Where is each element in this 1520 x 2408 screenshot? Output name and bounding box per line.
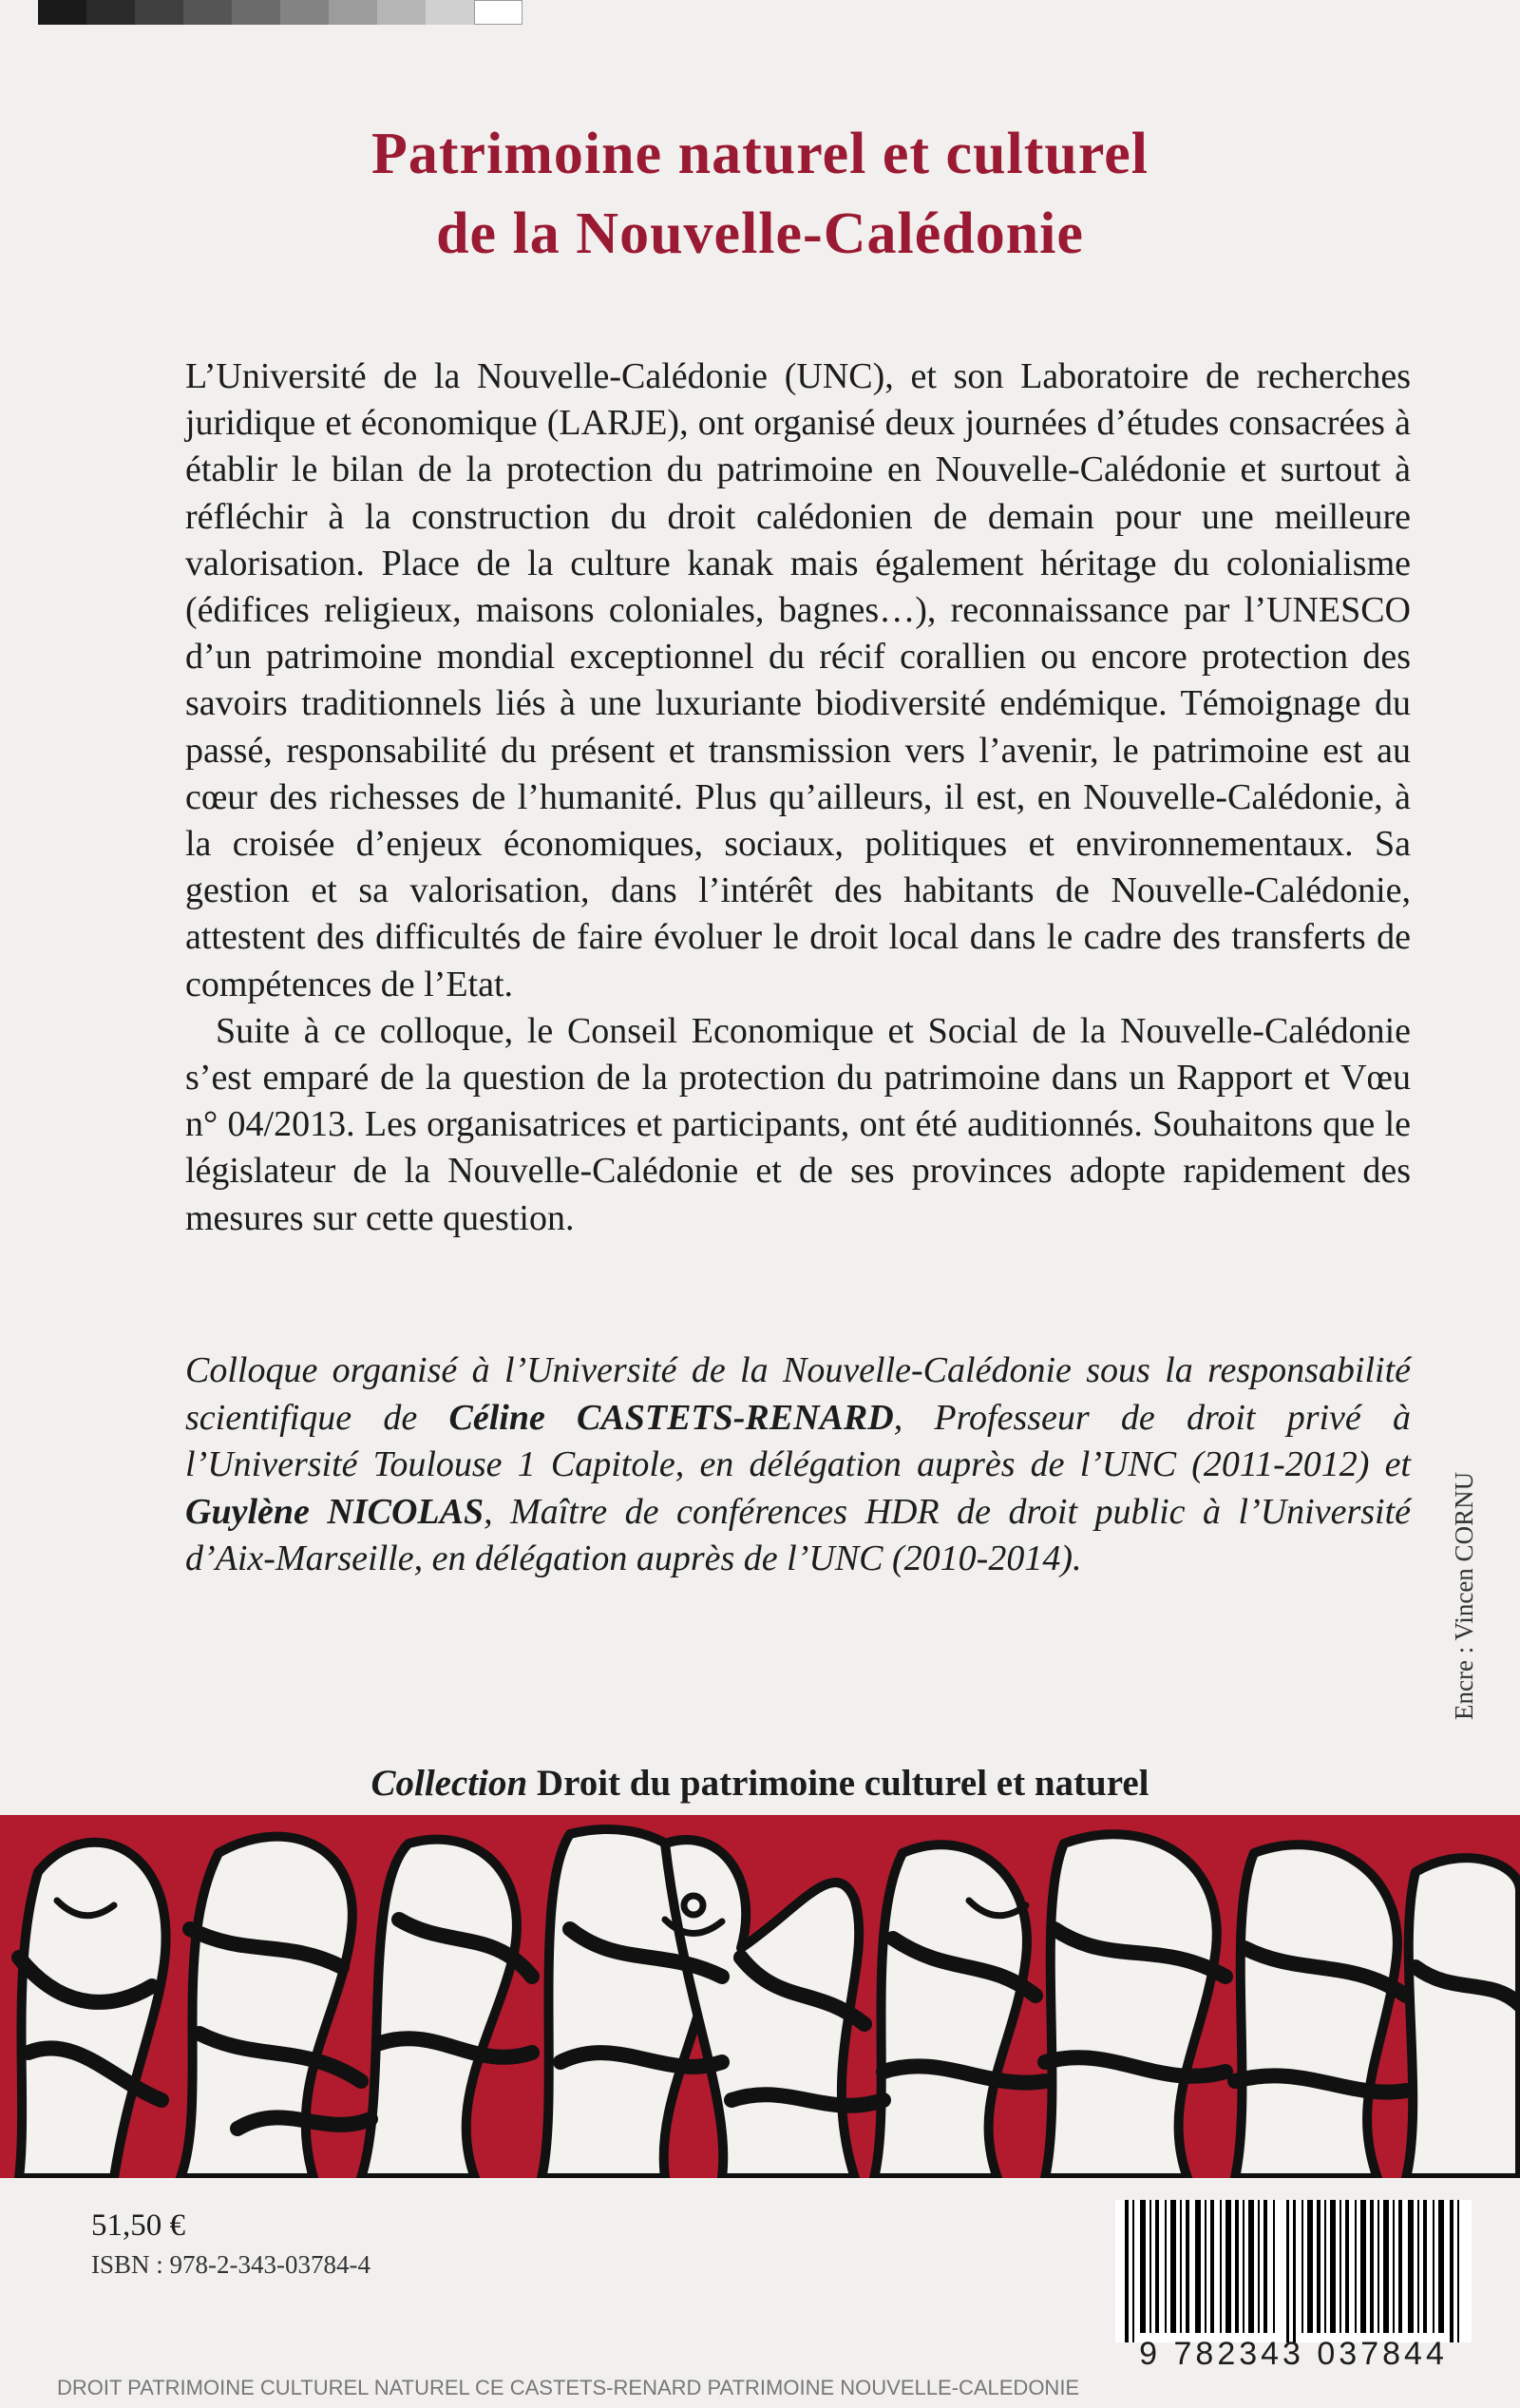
gray-swatch <box>377 0 426 25</box>
illustration-credit-text: Encre : Vincen CORNU <box>1450 1471 1478 1720</box>
collection-label: Collection <box>370 1763 528 1804</box>
spine-footer-text: DROIT PATRIMOINE CULTUREL NATUREL CE CASTETS-RENARD PATRIMOINE NOUVELLE-CALEDONIE <box>57 2376 1080 2399</box>
barcode-bars <box>1115 2200 1472 2342</box>
gray-swatch <box>183 0 232 25</box>
barcode-number: 9 782343 037844 <box>1139 2336 1448 2372</box>
collection-name: Droit du patrimoine culturel et naturel <box>536 1763 1150 1804</box>
back-cover-blurb <box>185 354 1411 1242</box>
gray-swatch <box>38 0 86 25</box>
isbn: ISBN : 978-2-343-03784-4 <box>91 2250 370 2279</box>
credits-text-3: , Maître de conférences HDR de droit public à l’Université d’Aix-Marseille, en délégation auprès de l’UNC (2010-2014). <box>185 1491 1412 1578</box>
title-line-2: de la Nouvelle-Calédonie <box>436 201 1084 266</box>
color-calibration-strip <box>38 0 522 25</box>
credits-text-1: Colloque organisé à l’Université de la Nouvelle-Calédonie sous la responsabilité scientifique de <box>185 1350 1411 1438</box>
gray-swatch <box>329 0 377 25</box>
cover-illustration-band <box>0 1815 1520 2178</box>
ink-figures-illustration <box>0 1815 1520 2178</box>
gray-swatch <box>426 0 474 25</box>
colloquium-credits <box>185 1347 1411 1583</box>
editor-name-2: Guylène NICOLAS <box>185 1491 484 1532</box>
gray-swatch <box>86 0 135 25</box>
editor-name-1: Céline CASTETS-RENARD <box>448 1397 894 1438</box>
gray-swatch <box>280 0 329 25</box>
credits-text-2: , Professeur de droit privé à l’Université Toulouse 1 Capitole, en délégation auprès de l’UNC (2011-2012) et <box>185 1397 1411 1484</box>
blurb-paragraph-1: L’Université de la Nouvelle-Calédonie (UNC), et son Laboratoire de recherches juridique et économique (LARJE), ont organisé deux journées d’études consacrées à établir le bilan de la protection du patrimoine en Nouvelle-Calédonie et surtout à réfléchir à la construction du droit calédonien de demain pour une meilleure valorisation. Place de la culture kanak mais également héritage du colonialisme (édifices religieux, maisons coloniales, bagnes…), reconnaissance par l’UNESCO d’un patrimoine mondial exceptionnel du récif corallien ou encore protection des savoirs traditionnels liés à une luxuriante biodiversité endémique. Témoignage du passé, responsabilité du présent et transmission vers l’avenir, le patrimoine est au cœur des richesses de l’humanité. Plus qu’ailleurs, il est, en Nouvelle-Calédonie, à la croisée d’enjeux économiques, sociaux, politiques et environnementaux. Sa gestion et sa valorisation, dans l’intérêt des habitants de Nouvelle-Calédonie, attestent des difficultés de faire évoluer le droit local dans le cadre des transferts de compétences de l’Etat. <box>185 356 1411 1004</box>
barcode <box>1115 2200 1472 2342</box>
title-line-1: Patrimoine naturel et culturel <box>370 122 1150 186</box>
gray-swatch <box>232 0 280 25</box>
gray-swatch <box>135 0 183 25</box>
book-title <box>0 114 1520 274</box>
price: 51,50 € <box>91 2208 185 2243</box>
collection-line <box>0 1760 1520 1807</box>
blurb-paragraph-2: Suite à ce colloque, le Conseil Economique et Social de la Nouvelle-Calédonie s’est emparé de la question de la protection du patrimoine dans un Rapport et Vœu n° 04/2013. Les organisatrices et participants, ont été auditionnés. Souhaitons que le législateur de la Nouvelle-Calédonie et de ses provinces adopte rapidement des mesures sur cette question. <box>185 1010 1411 1238</box>
gray-swatch <box>474 0 522 25</box>
